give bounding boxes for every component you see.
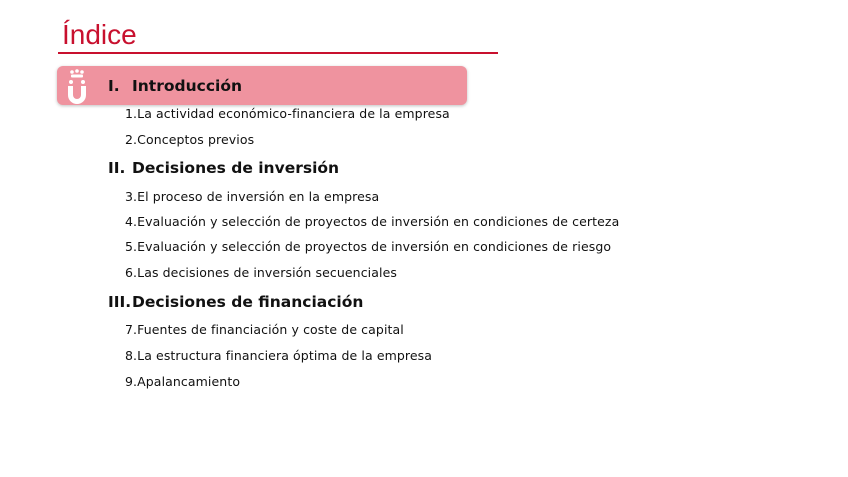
section-1-heading[interactable] xyxy=(108,77,242,95)
list-item[interactable]: 5.Evaluación y selección de proyectos de inversión en condiciones de riesgo xyxy=(125,239,612,254)
list-item[interactable]: 2.Conceptos previos xyxy=(125,132,255,147)
page-title: Índice xyxy=(62,19,137,50)
list-item[interactable]: 6.Las decisiones de inversión secuenciales xyxy=(125,265,397,280)
list-item[interactable]: 4.Evaluación y selección de proyectos de inversión en condiciones de certeza xyxy=(125,214,620,229)
list-item[interactable]: 8.La estructura financiera óptima de la empresa xyxy=(125,348,433,363)
section-title: Decisiones de inversión xyxy=(132,159,340,177)
title-underline xyxy=(58,52,498,54)
section-title: Introducción xyxy=(132,77,243,95)
list-item[interactable]: 3.El proceso de inversión en la empresa xyxy=(125,189,380,204)
section-2-heading[interactable] xyxy=(108,159,339,177)
section-number: II. xyxy=(108,159,126,177)
list-item[interactable]: 7.Fuentes de financiación y coste de capital xyxy=(125,322,404,337)
list-item[interactable]: 9.Apalancamiento xyxy=(125,374,241,389)
urjc-logo-icon xyxy=(62,68,92,104)
section-3-heading[interactable] xyxy=(108,293,363,311)
section-number: III. xyxy=(108,293,132,311)
list-item[interactable]: 1.La actividad económico-financiera de la empresa xyxy=(125,106,450,121)
section-title: Decisiones de financiación xyxy=(132,293,364,311)
section-number: I. xyxy=(108,77,120,95)
